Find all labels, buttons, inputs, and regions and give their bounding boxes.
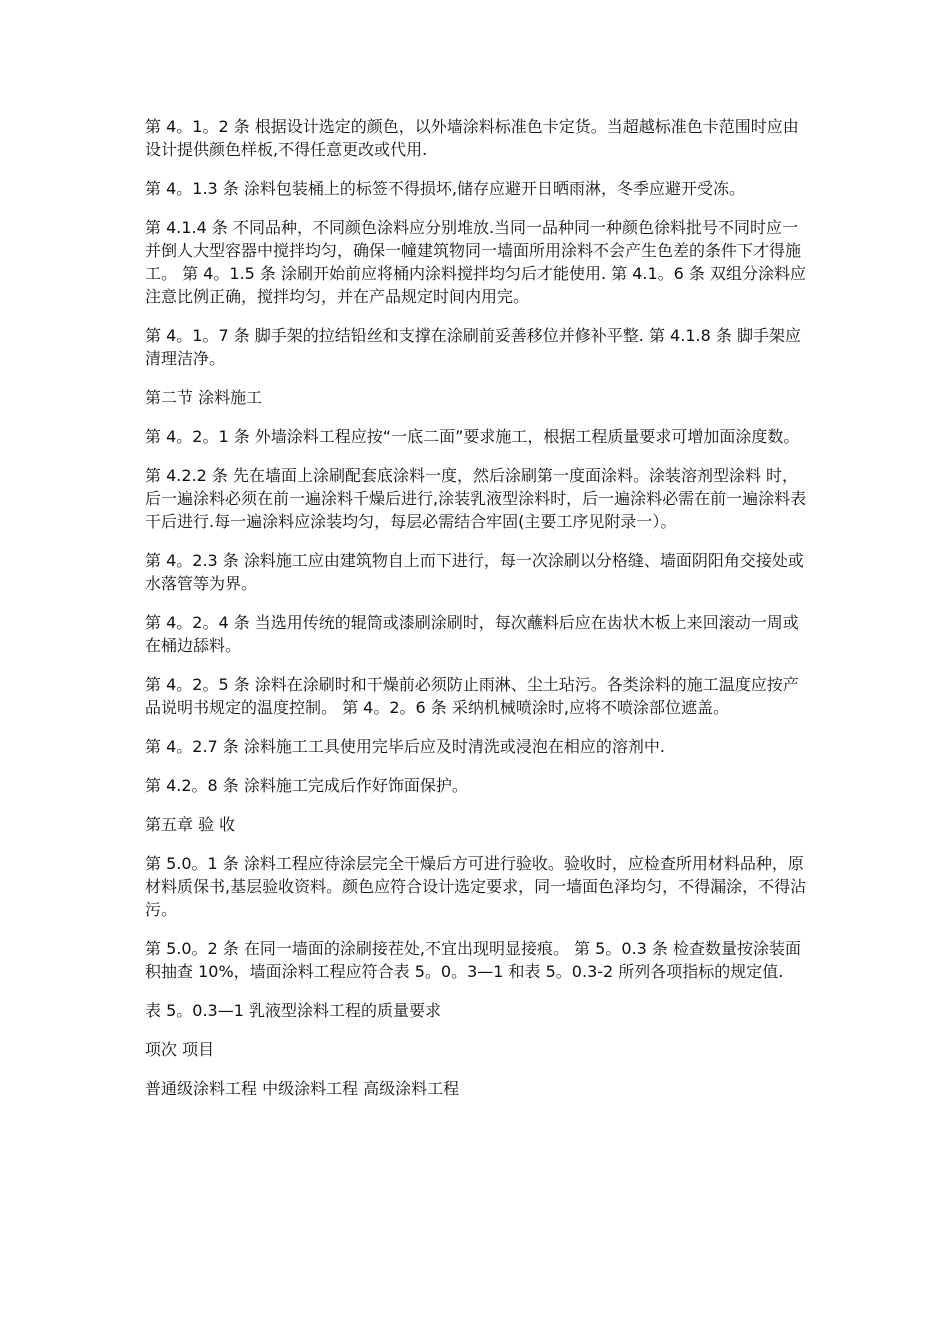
clause-5-0-1: 第 5.0。1 条 涂料工程应待涂层完全干燥后方可进行验收。验收时，应检查所用材料品种，原材料质保书,基层验收资料。颜色应符合设计选定要求，同一墙面色泽均匀，不得漏涂，不得沾污。 (145, 854, 807, 919)
clause-4-2-8: 第 4.2。8 条 涂料施工完成后作好饰面保护。 (145, 776, 468, 795)
clause-4-1-2: 第 4。1。2 条 根据设计选定的颜色，以外墙涂料标准色卡定货。当超越标准色卡范围时应由设计提供颜色样板,不得任意更改或代用. (145, 117, 799, 159)
clause-4-2-3: 第 4。2.3 条 涂料施工应由建筑物自上而下进行，每一次涂刷以分格缝、墙面阴阳角交接处或水落管等为界。 (145, 551, 804, 593)
table-grade-columns: 普通级涂料工程 中级涂料工程 高级涂料工程 (145, 1079, 460, 1098)
clause-5-0-2-to-5-0-3: 第 5.0。2 条 在同一墙面的涂刷接茬处,不宜出现明显接痕。 第 5。0.3 条 检查数量按涂装面积抽查 10%，墙面涂料工程应符合表 5。0。3—1 和表 5。0.3-2 所列各项指标的规定值. (145, 939, 801, 981)
clause-4-1-7-to-4-1-8: 第 4。1。7 条 脚手架的拉结铅丝和支撑在涂刷前妥善移位并修补平整. 第 4.1.8 条 脚手架应清理洁净。 (145, 326, 801, 368)
chapter-heading-acceptance: 第五章 验 收 (145, 815, 236, 834)
document-body (145, 115, 810, 1116)
clause-4-1-4-to-4-1-6: 第 4.1.4 条 不同品种，不同颜色涂料应分别堆放.当同一品种同一种颜色徐料批号不同时应一并倒人大型容器中搅拌均匀，确保一幢建筑物同一墙面所用涂料不会产生色差的条件下才得施工。 第 4。1.5 条 涂刷开始前应将桶内涂料搅拌均匀后才能使用. 第 4.1。6 条 双组分涂料应注意比例正确，搅拌均匀，并在产品规定时间内用完。 (145, 218, 807, 306)
section-heading-coating-construction: 第二节 涂料施工 (145, 388, 263, 407)
table-caption: 表 5。0.3—1 乳液型涂料工程的质量要求 (145, 1001, 441, 1020)
clause-4-2-7: 第 4。2.7 条 涂料施工工具使用完毕后应及时清洗或浸泡在相应的溶剂中. (145, 737, 665, 756)
clause-4-2-5-to-4-2-6: 第 4。2。5 条 涂料在涂刷时和干燥前必须防止雨淋、尘土玷污。各类涂料的施工温度应按产品说明书规定的温度控制。 第 4。2。6 条 采纳机械喷涂时,应将不喷涂部位遮盖。 (145, 675, 799, 717)
clause-4-2-1: 第 4。2。1 条 外墙涂料工程应按“一底二面”要求施工，根据工程质量要求可增加面涂度数。 (145, 427, 800, 446)
table-header-row: 项次 项目 (145, 1040, 215, 1059)
clause-4-1-3: 第 4。1.3 条 涂料包装桶上的标签不得损坏,储存应避开日晒雨淋，冬季应避开受冻。 (145, 179, 745, 198)
clause-4-2-4: 第 4。2。4 条 当选用传统的辊筒或漆刷涂刷时，每次蘸料后应在齿状木板上来回滚动一周或在桶边舔料。 (145, 613, 799, 655)
clause-4-2-2: 第 4.2.2 条 先在墙面上涂刷配套底涂料一度，然后涂刷第一度面涂料。涂装溶剂型涂料 时，后一遍涂料必须在前一遍涂料千燥后进行,涂装乳液型涂料时，后一遍涂料必需在前一遍涂料表干后进行.每一遍涂料应涂装均匀，每层必需结合牢固(主要工序见附录一）。 (145, 466, 807, 531)
